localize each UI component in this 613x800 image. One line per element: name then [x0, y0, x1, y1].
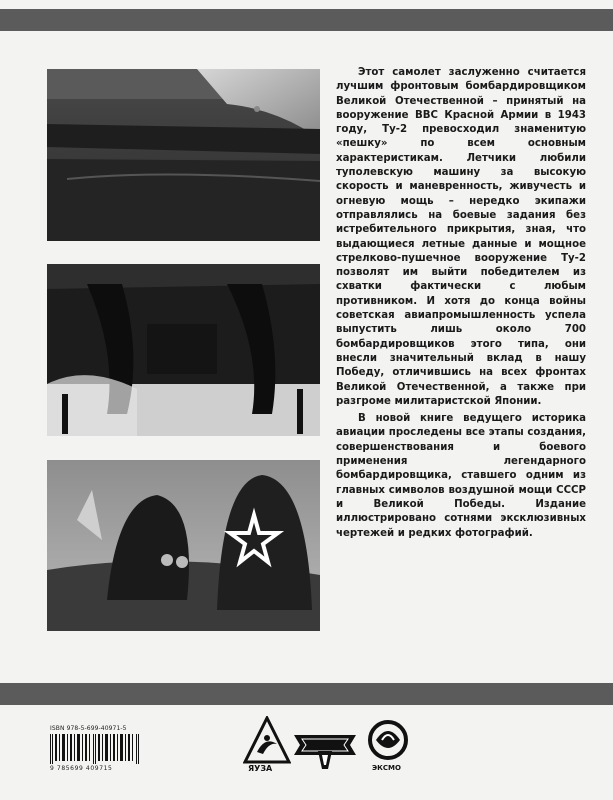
barcode-digits: 9 785699 409715	[50, 765, 113, 772]
back-cover-description	[336, 66, 586, 541]
top-band	[0, 9, 613, 31]
photo-fuselage-closeup	[47, 69, 320, 241]
yauza-label: ЯУЗА	[248, 764, 273, 773]
barcode-icon	[50, 734, 142, 764]
photo-landing-gear	[47, 264, 320, 436]
photo-tail-star	[47, 460, 320, 631]
eksmo-label: ЭКСМО	[372, 764, 401, 772]
bottom-band	[0, 683, 613, 705]
description-paragraph: Этот самолет заслуженно считается лучшим фронтовым бомбардировщиком Великой Отечественной – принятый на вооружение ВВС Красной Армии в 1943 году, Ту-2 превосходил знаменитую «пешку» по всем основным характеристикам. Летчики любили туполевскую машину за высокую скорость и маневренность, живучесть и огневую мощь – нередко экипажи отправлялись на боевые задания без истребительного прикрытия, зная, что выдающиеся летные данные и мощное стрелково-пушечное вооружение Ту-2 позволят им выйти победителем из схватки фактически с любым противником. И хотя до конца войны советская авиапромышленность успела выпустить лишь около 700 бомбардировщиков этого типа, они внесли значительный вклад в нашу Победу, отличившись на всех фронтах Великой Отечественной, а также при разгроме милитаристской Японии.	[336, 67, 586, 407]
collection-emblem-icon	[290, 727, 360, 772]
isbn-label: ISBN 978-5-699-40971-5	[50, 725, 127, 732]
isbn-block	[50, 725, 145, 772]
description-paragraph: В новой книге ведущего историка авиации проследены все этапы создания, совершенствования и боевого применения легендарного бомбардировщика, ставшего одним из главных символов воздушной мощи СССР и Великой Победы. Издание иллюстрировано сотнями эксклюзивных чертежей и редких фотографий.	[336, 413, 586, 539]
